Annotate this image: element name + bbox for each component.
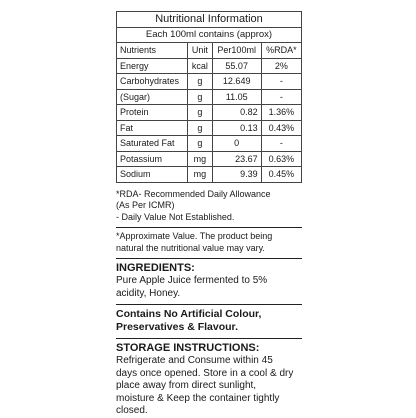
nutrient-rda: -: [261, 136, 301, 152]
storage-section: [116, 342, 302, 418]
nutrient-unit: g: [187, 136, 212, 152]
divider: [116, 258, 302, 259]
ingredients-section: [116, 262, 302, 300]
nutrient-rda: -: [261, 74, 301, 90]
rda-note-line: (As Per ICMR): [116, 200, 175, 210]
table-row: [117, 89, 302, 105]
nutrient-name: (Sugar): [117, 89, 188, 105]
storage-line: place away from direct sunlight,: [116, 380, 257, 391]
nutrient-unit: mg: [187, 167, 212, 183]
nutrient-rda: 0.43%: [261, 120, 301, 136]
rda-note-line: - Daily Value Not Established.: [116, 211, 235, 222]
ingredients-line: Pure Apple Juice fermented to 5%: [116, 275, 268, 286]
nutrient-name: Protein: [117, 105, 188, 121]
nutrient-value: 0.13: [212, 120, 261, 136]
table-row: [117, 167, 302, 183]
nutrient-unit: g: [187, 89, 212, 105]
nutrient-value: 12.649: [212, 74, 261, 90]
storage-line: moisture & Keep the container tightly: [116, 392, 280, 404]
storage-line: Refrigerate and Consume within 45: [116, 355, 273, 366]
storage-heading: STORAGE INSTRUCTIONS:: [116, 342, 260, 354]
approx-note-line: natural the nutritional value may vary.: [116, 242, 265, 253]
nutrient-unit: g: [187, 120, 212, 136]
approx-note-line: *Approximate Value. The product being: [116, 231, 273, 241]
nutrient-name: Sodium: [117, 167, 188, 183]
nutrient-rda: -: [261, 89, 301, 105]
nutrient-value: 11.05: [212, 89, 261, 105]
nutrient-name: Potassium: [117, 151, 188, 167]
table-title: Nutritional Information: [117, 12, 302, 28]
header-rda: %RDA*: [261, 43, 301, 59]
rda-notes: [116, 189, 302, 260]
table-row: [117, 151, 302, 167]
nutrient-value: 9.39: [212, 167, 261, 183]
nutrition-label: [116, 11, 302, 418]
storage-line: days once opened. Store in a cool & dry: [116, 367, 294, 379]
nutrition-table: [116, 11, 302, 183]
nutrient-value: 0.82: [212, 105, 261, 121]
claims-section: [116, 308, 302, 334]
table-row: [117, 74, 302, 90]
nutrient-name: Fat: [117, 120, 188, 136]
nutrient-name: Energy: [117, 58, 188, 74]
nutrient-rda: 1.36%: [261, 105, 301, 121]
divider: [116, 338, 302, 339]
nutrient-unit: g: [187, 105, 212, 121]
claims-line: Preservatives & Flavour.: [116, 321, 238, 333]
table-row: [117, 136, 302, 152]
header-unit: Unit: [187, 43, 212, 59]
nutrient-unit: g: [187, 74, 212, 90]
table-row: [117, 120, 302, 136]
ingredients-line: acidity, Honey.: [116, 287, 181, 299]
nutrient-rda: 2%: [261, 58, 301, 74]
nutrient-value: 55.07: [212, 58, 261, 74]
table-row: [117, 105, 302, 121]
table-subtitle: Each 100ml contains (approx): [117, 27, 302, 43]
divider: [116, 227, 302, 228]
divider: [116, 304, 302, 305]
nutrient-unit: mg: [187, 151, 212, 167]
nutrient-value: 0: [212, 136, 261, 152]
claims-line: Contains No Artificial Colour,: [116, 308, 262, 320]
nutrient-value: 23.67: [212, 151, 261, 167]
table-row: [117, 58, 302, 74]
nutrient-rda: 0.45%: [261, 167, 301, 183]
header-nutrients: Nutrients: [117, 43, 188, 59]
nutrient-name: Saturated Fat: [117, 136, 188, 152]
nutrient-rda: 0.63%: [261, 151, 301, 167]
rda-note-line: *RDA- Recommended Daily Allowance: [116, 188, 271, 199]
nutrient-name: Carbohydrates: [117, 74, 188, 90]
storage-line: closed.: [116, 405, 148, 416]
ingredients-heading: INGREDIENTS:: [116, 262, 195, 274]
header-per100ml: Per100ml: [212, 43, 261, 59]
nutrient-unit: kcal: [187, 58, 212, 74]
